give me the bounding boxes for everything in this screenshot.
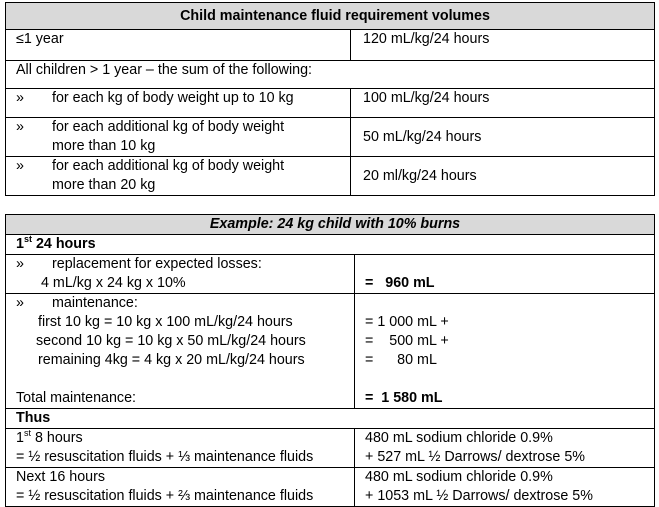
- thus-heading: Thus: [6, 409, 655, 429]
- fluid-line: 480 mL sodium chloride 0.9%: [365, 430, 553, 446]
- maintenance-result: = 80 mL: [365, 352, 437, 368]
- bullet-item: [6, 157, 351, 196]
- volume-value: 50 mL/kg/24 hours: [351, 118, 655, 157]
- table-header-row: [6, 215, 655, 235]
- fluid-line: + 527 mL ½ Darrows/ dextrose 5%: [365, 449, 585, 465]
- table-title: Example: 24 kg child with 10% burns: [6, 215, 655, 235]
- age-label: ≤1 year: [6, 30, 351, 61]
- maintenance-results-cell: [355, 294, 655, 409]
- maintenance-line: remaining 4kg = 4 kg x 20 mL/kg/24 hours: [38, 352, 305, 368]
- maintenance-line: second 10 kg = 10 kg x 50 mL/kg/24 hours: [36, 333, 306, 349]
- maintenance-cell: [6, 294, 355, 409]
- rule-text-cont: more than 10 kg: [52, 138, 156, 154]
- table-title: Child maintenance fluid requirement volumes: [6, 3, 655, 30]
- period-label: Next 16 hours: [16, 469, 106, 485]
- heading-sup: st: [23, 234, 32, 245]
- rule-text-cont: more than 20 kg: [52, 177, 156, 193]
- heading-text: 24 hours: [31, 236, 96, 252]
- bullet-icon: »: [16, 158, 24, 174]
- period-label: 1: [16, 430, 24, 446]
- fluid-line: 480 mL sodium chloride 0.9%: [365, 469, 553, 485]
- maintenance-result: = 500 mL +: [365, 333, 449, 349]
- period-cell: [6, 468, 355, 507]
- rule-text: for each additional kg of body weight: [52, 158, 285, 174]
- period-label-suffix: 8 hours: [30, 430, 83, 446]
- age-label: All children > 1 year – the sum of the following:: [6, 61, 655, 89]
- bullet-icon: »: [16, 295, 24, 311]
- replacement-cell: [6, 255, 355, 294]
- bullet-icon: »: [16, 256, 24, 272]
- rule-text: for each kg of body weight up to 10 kg: [52, 90, 294, 106]
- section-heading-row: [6, 409, 655, 429]
- replacement-result: = 960 mL: [355, 255, 655, 294]
- period-formula: = ½ resuscitation fluids + ⅓ maintenance fluids: [16, 449, 314, 465]
- fluid-line: + 1053 mL ½ Darrows/ dextrose 5%: [365, 488, 593, 504]
- bullet-item: [6, 89, 351, 118]
- period-fluids-cell: [355, 468, 655, 507]
- volume-value: 100 mL/kg/24 hours: [351, 89, 655, 118]
- period-fluids-cell: [355, 429, 655, 468]
- section-heading: [6, 235, 655, 255]
- rule-text: for each additional kg of body weight: [52, 119, 285, 135]
- table-row: [6, 429, 655, 468]
- volume-value: 20 ml/kg/24 hours: [351, 157, 655, 196]
- heading-number: 1: [16, 236, 24, 252]
- table-row: [6, 30, 655, 61]
- replacement-label: replacement for expected losses:: [52, 256, 262, 272]
- total-maintenance-label: Total maintenance:: [16, 390, 137, 406]
- table-row: [6, 61, 655, 89]
- table-row: [6, 157, 655, 196]
- table-row: [6, 468, 655, 507]
- maintenance-result: = 1 000 mL +: [365, 314, 449, 330]
- volume-value: 120 mL/kg/24 hours: [351, 30, 655, 61]
- maintenance-line: first 10 kg = 10 kg x 100 mL/kg/24 hours: [38, 314, 293, 330]
- bullet-icon: »: [16, 90, 24, 106]
- bullet-icon: »: [16, 119, 24, 135]
- table-header-row: [6, 3, 655, 30]
- total-maintenance-value: = 1 580 mL: [365, 390, 443, 406]
- period-formula: = ½ resuscitation fluids + ⅔ maintenance fluids: [16, 488, 314, 504]
- maintenance-requirements-table: [5, 2, 655, 196]
- bullet-item: [6, 118, 351, 157]
- table-row: [6, 255, 655, 294]
- period-cell: [6, 429, 355, 468]
- replacement-calc: 4 mL/kg x 24 kg x 10%: [41, 275, 186, 291]
- maintenance-label: maintenance:: [52, 295, 138, 311]
- table-row: [6, 89, 655, 118]
- section-heading-row: [6, 235, 655, 255]
- burns-example-table: [5, 214, 655, 507]
- table-row: [6, 118, 655, 157]
- table-row: [6, 294, 655, 409]
- period-sup: st: [23, 428, 31, 439]
